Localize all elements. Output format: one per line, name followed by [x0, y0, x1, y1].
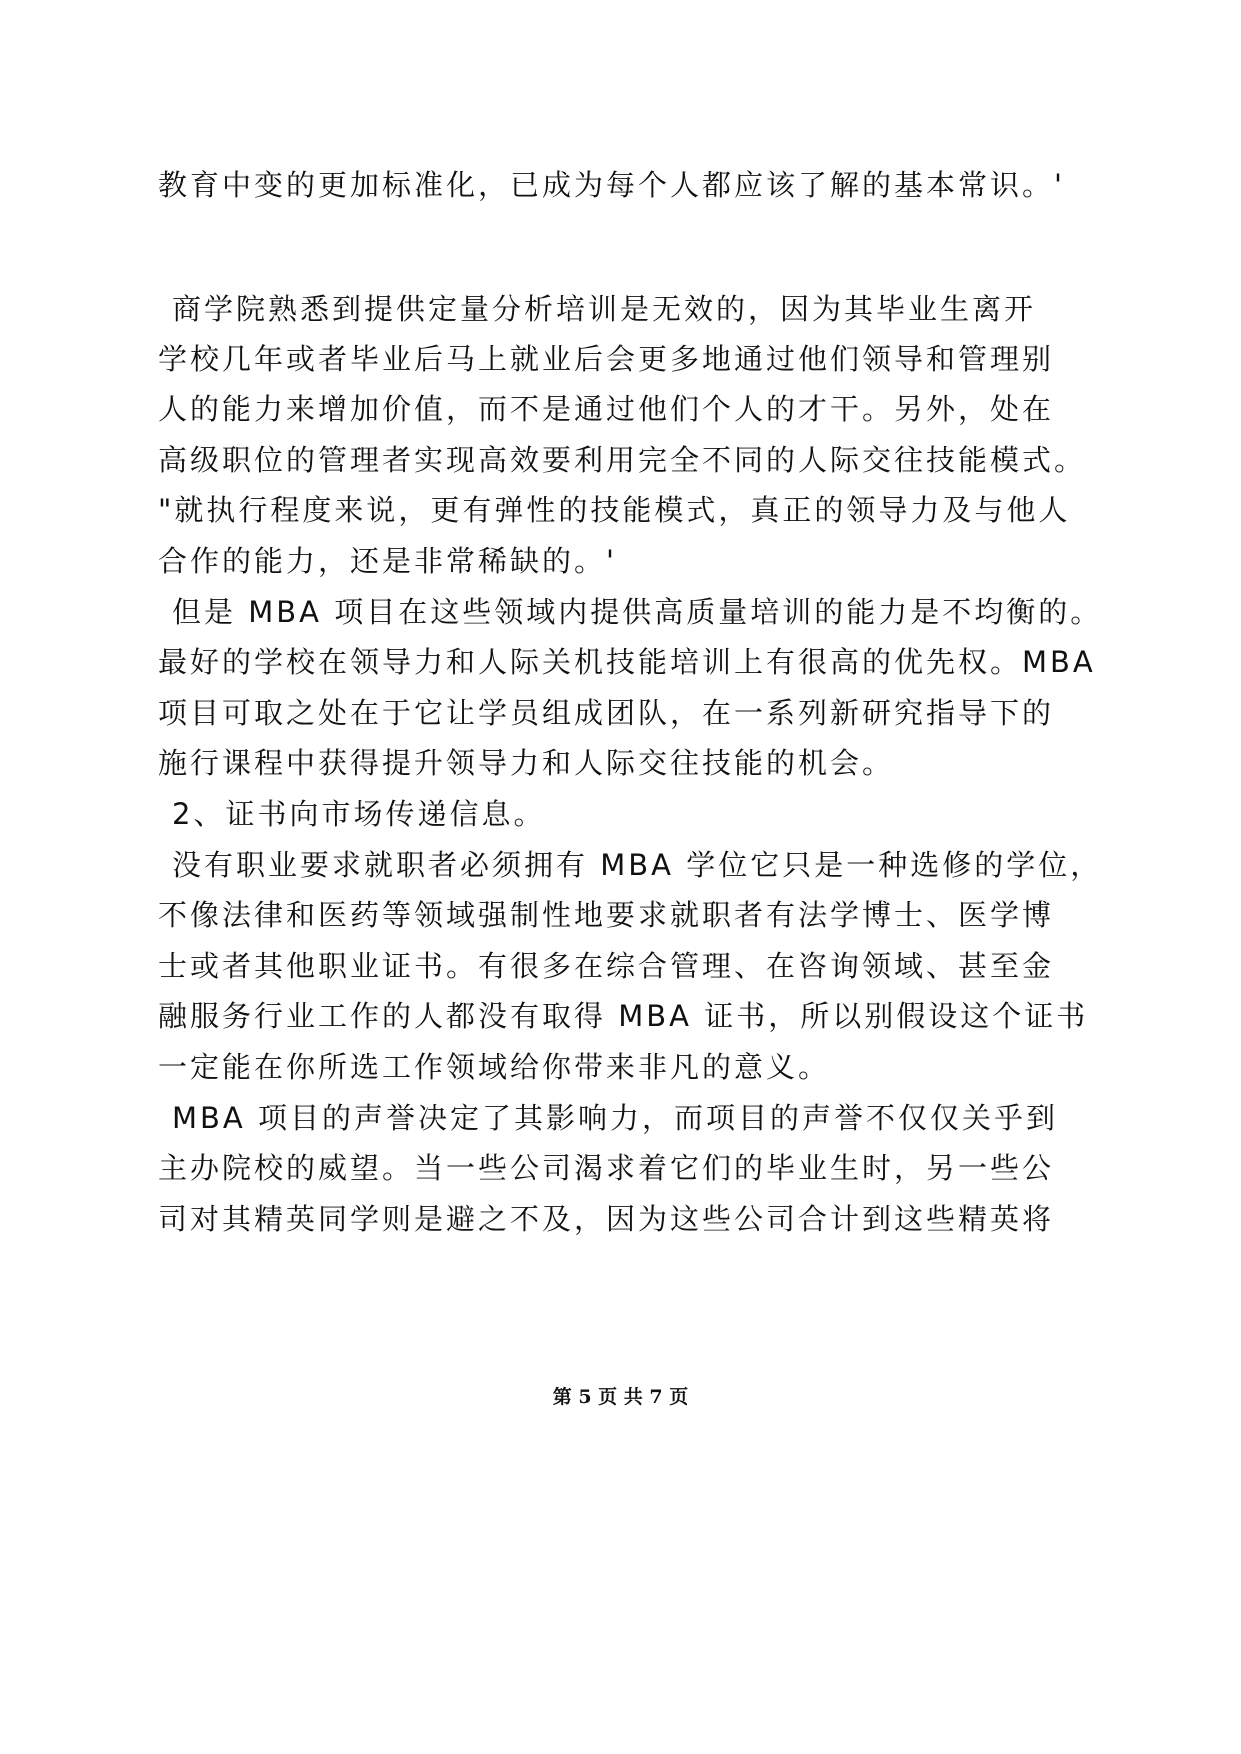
text-line: 最好的学校在领导力和人际关机技能培训上有很高的优先权。MBA [158, 645, 1096, 679]
text-line: 项目可取之处在于它让学员组成团队，在一系列新研究指导下的 [158, 696, 1055, 730]
text-line: 主办院校的威望。当一些公司渴求着它们的毕业生时，另一些公 [158, 1151, 1055, 1185]
paragraph-first-line: MBA 项目的声誉决定了其影响力，而项目的声誉不仅仅关乎到 [172, 1101, 1058, 1135]
text-line: 合作的能力，还是非常稀缺的。' [158, 544, 617, 578]
text-line: 不像法律和医药等领域强制性地要求就职者有法学博士、医学博 [158, 898, 1055, 932]
text-line: 学校几年或者毕业后马上就业后会更多地通过他们领导和管理别 [158, 342, 1055, 376]
text-line: 士或者其他职业证书。有很多在综合管理、在咨询领域、甚至金 [158, 949, 1055, 983]
paragraph-first-line: 没有职业要求就职者必须拥有 MBA 学位它只是一种选修的学位， [172, 848, 1103, 882]
text-line: 司对其精英同学则是避之不及，因为这些公司合计到这些精英将 [158, 1202, 1055, 1236]
paragraph-first-line: 商学院熟悉到提供定量分析培训是无效的，因为其毕业生离开 [172, 292, 1037, 326]
text-line: "就执行程度来说，更有弹性的技能模式，真正的领导力及与他人 [158, 493, 1071, 527]
section-heading: 2、证书向市场传递信息。 [172, 797, 546, 831]
text-line: 施行课程中获得提升领导力和人际交往技能的机会。 [158, 746, 895, 780]
page-number-footer: 第 5 页 共 7 页 [552, 1386, 689, 1408]
text-line: 高级职位的管理者实现高效要利用完全不同的人际交往技能模式。 [158, 443, 1087, 477]
text-line: 人的能力来增加价值，而不是通过他们个人的才干。另外，处在 [158, 392, 1055, 426]
paragraph-first-line: 但是 MBA 项目在这些领域内提供高质量培训的能力是不均衡的。 [172, 595, 1103, 629]
text-line: 一定能在你所选工作领域给你带来非凡的意义。 [158, 1050, 831, 1084]
text-line: 教育中变的更加标准化，已成为每个人都应该了解的基本常识。' [158, 168, 1065, 202]
text-line: 融服务行业工作的人都没有取得 MBA 证书，所以别假设这个证书 [158, 999, 1089, 1033]
